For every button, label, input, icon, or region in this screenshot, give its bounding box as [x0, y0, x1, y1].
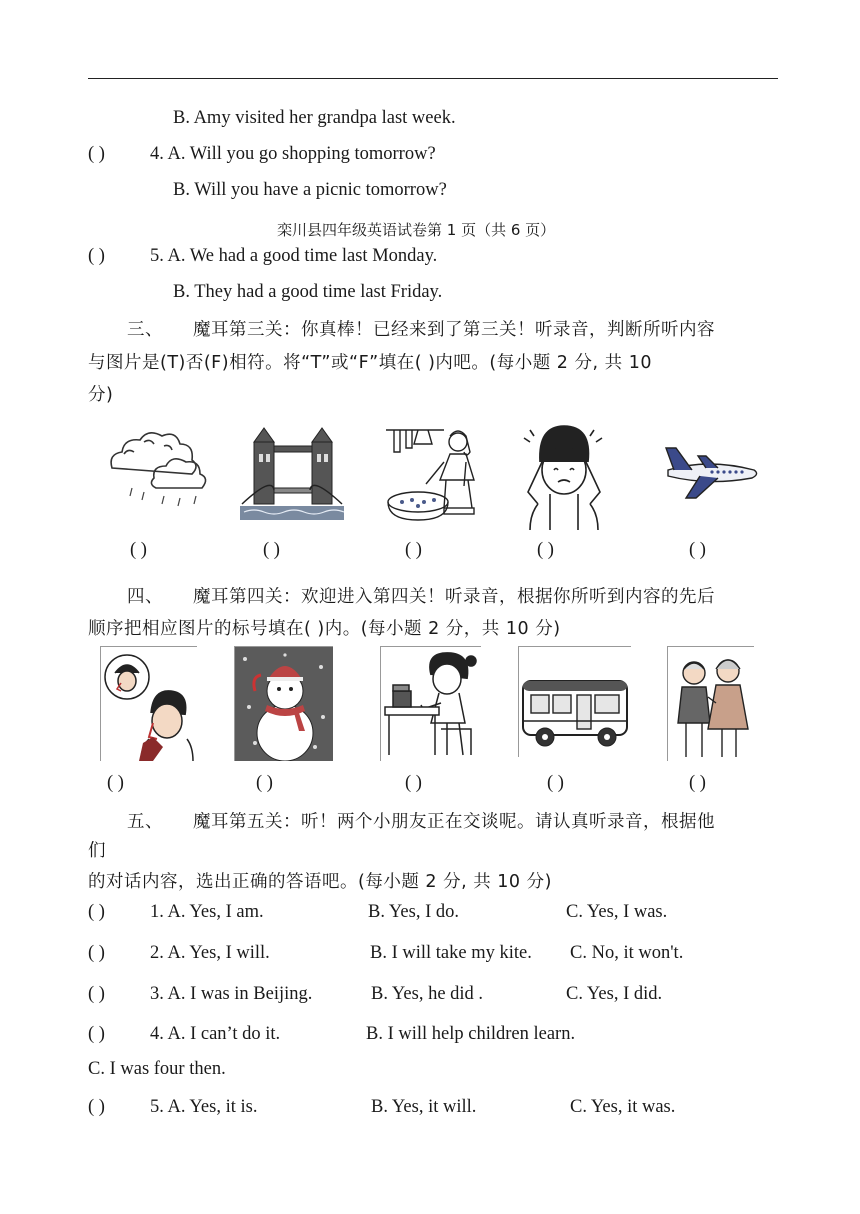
answer-blank[interactable]: ( ): [689, 540, 706, 560]
option-c: C. Yes, I did.: [566, 984, 663, 1004]
option-c: C. No, it won't.: [570, 943, 684, 963]
section-instruction: 魔耳第三关：你真棒！已经来到了第三关！听录音，判断所听内容: [193, 320, 715, 340]
option-b: B. Yes, he did .: [371, 984, 484, 1004]
section-number: 五、: [127, 812, 163, 832]
option-b: B. Yes, I do.: [368, 902, 459, 922]
q5-option-b: B. They had a good time last Friday.: [173, 282, 443, 302]
q5-option-a: 5. A. We had a good time last Monday.: [150, 246, 438, 266]
answer-blank[interactable]: ( ): [130, 540, 147, 560]
answer-blank[interactable]: ( ): [537, 540, 554, 560]
clouds-rain-icon: [104, 416, 212, 512]
answer-blank[interactable]: ( ): [88, 943, 105, 963]
section-instruction: 魔耳第四关：欢迎进入第四关！听录音，根据你所听到内容的先后: [193, 587, 715, 607]
elderly-couple-icon: [667, 646, 754, 761]
answer-blank[interactable]: ( ): [107, 773, 124, 793]
section-instruction: 顺序把相应图片的标号填在( )内。(每小题 2 分，共 10 分): [88, 619, 561, 639]
answer-blank[interactable]: ( ): [88, 1097, 105, 1117]
section-instruction: 与图片是(T)否(F)相符。将“T”或“F”填在( )内吧。(每小题 2 分, 共 10: [88, 353, 652, 373]
option-c: C. I was four then.: [88, 1059, 226, 1079]
option-b: B. I will help children learn.: [366, 1024, 576, 1044]
snowman-icon: [234, 646, 333, 761]
answer-blank[interactable]: ( ): [88, 984, 105, 1004]
answer-blank[interactable]: ( ): [88, 902, 105, 922]
girl-studying-icon: [380, 646, 481, 761]
section-instruction: 的对话内容，选出正确的答语吧。(每小题 2 分, 共 10 分): [88, 872, 552, 892]
answer-blank[interactable]: ( ): [405, 540, 422, 560]
answer-blank[interactable]: ( ): [689, 773, 706, 793]
answer-blank[interactable]: ( ): [405, 773, 422, 793]
answer-blank[interactable]: ( ): [88, 144, 105, 164]
option-a: 5. A. Yes, it is.: [150, 1097, 258, 1117]
tower-bridge-icon: [240, 424, 344, 528]
option-b: B. Yes, it will.: [371, 1097, 477, 1117]
phone-call-icon: [100, 646, 197, 761]
option-b: B. I will take my kite.: [370, 943, 532, 963]
washing-clothes-icon: [384, 422, 484, 530]
option-a: 2. A. Yes, I will.: [150, 943, 270, 963]
answer-blank[interactable]: ( ): [88, 246, 105, 266]
answer-blank[interactable]: ( ): [256, 773, 273, 793]
answer-blank[interactable]: ( ): [88, 1024, 105, 1044]
option-c: C. Yes, I was.: [566, 902, 668, 922]
q4-option-a: 4. A. Will you go shopping tomorrow?: [150, 144, 436, 164]
q4-option-b: B. Will you have a picnic tomorrow?: [173, 180, 447, 200]
section-instruction: 们: [88, 841, 106, 861]
option-a: 4. A. I can’t do it.: [150, 1024, 281, 1044]
answer-blank[interactable]: ( ): [263, 540, 280, 560]
option-c: C. Yes, it was.: [570, 1097, 676, 1117]
section-instruction: 魔耳第五关：听！两个小朋友正在交谈呢。请认真听录音，根据他: [193, 812, 715, 832]
section-number: 三、: [127, 320, 163, 340]
option-a: 1. A. Yes, I am.: [150, 902, 264, 922]
section-number: 四、: [127, 587, 163, 607]
q3-option-b: B. Amy visited her grandpa last week.: [173, 108, 456, 128]
section-instruction: 分): [88, 385, 114, 405]
bus-icon: [518, 646, 631, 757]
airplane-icon: [660, 440, 760, 504]
answer-blank[interactable]: ( ): [547, 773, 564, 793]
header-rule: [88, 78, 778, 79]
page-footer: 栾川县四年级英语试卷第 1 页（共 6 页）: [277, 221, 556, 239]
headache-boy-icon: [516, 418, 608, 530]
option-a: 3. A. I was in Beijing.: [150, 984, 313, 1004]
